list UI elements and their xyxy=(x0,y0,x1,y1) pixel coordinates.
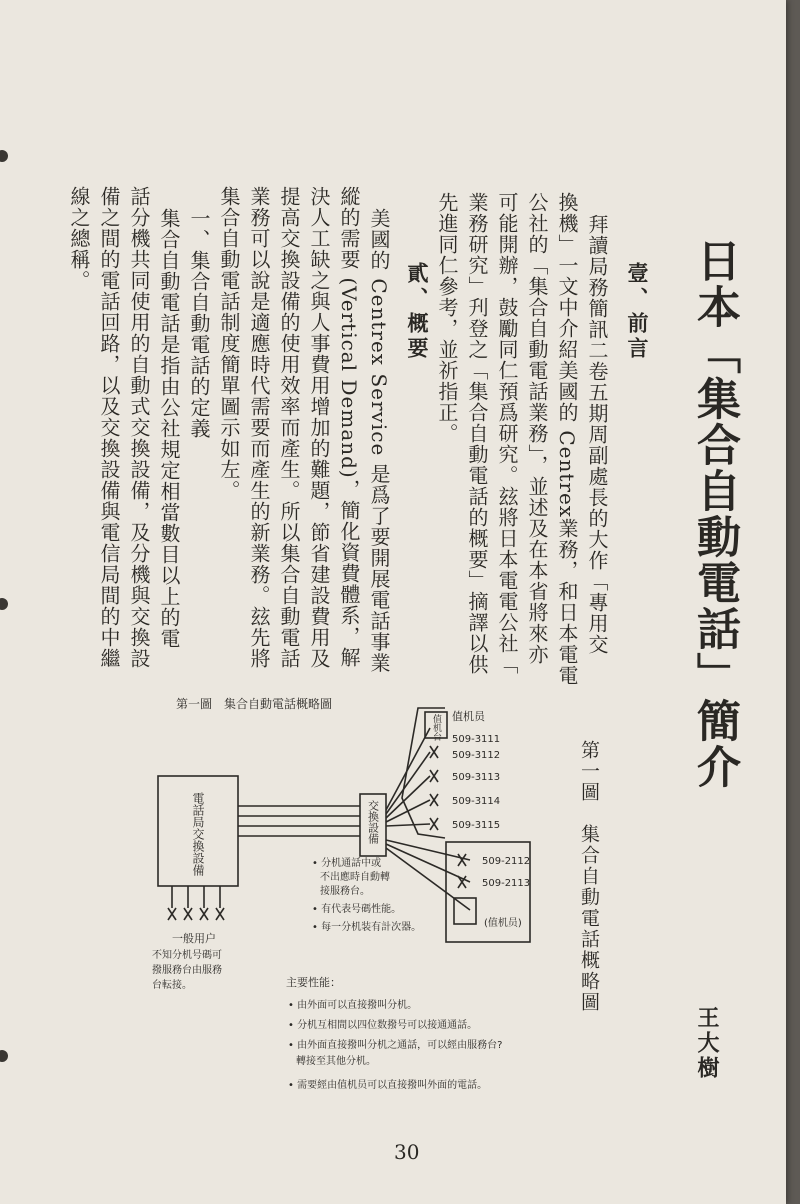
phone-icon xyxy=(216,908,224,920)
figure-caption: 第一圖 集合自動電話概略圖 xyxy=(578,740,600,1013)
section2-line: 提高交換設備的使用效率而產生。所以集合自動電話 xyxy=(277,186,301,669)
exchange-note: • 有代表号碼性能。 xyxy=(312,904,402,915)
extension-number: 509-3111 xyxy=(452,734,501,745)
figure-title: 第一圖 集合自動電話概略圖 xyxy=(176,697,333,711)
exchange-note: • 分机通話中或 xyxy=(312,858,382,869)
general-user-note: 台転接。 xyxy=(152,980,192,991)
section1-heading: 壹、前言 xyxy=(625,262,650,362)
feature-item: • 由外面可以直接撥叫分机。 xyxy=(288,1000,418,1011)
general-user-label: 一般用户 xyxy=(172,932,216,945)
operator-box-label: 值机台 xyxy=(431,714,441,741)
feature-item: • 分机互相間以四位数撥号可以接通通話。 xyxy=(288,1020,478,1031)
subsection-line: 集合自動電話是指由公社規定相當數目以上的電 xyxy=(157,208,181,649)
phone-icon xyxy=(430,794,438,806)
exchange-label: 交換設備 xyxy=(366,800,380,844)
exchange-note: 接服務台。 xyxy=(320,886,370,897)
section2-line: 縱的需要 (Vertical Demand)，簡化資費體系，解 xyxy=(337,186,361,668)
binding-hole xyxy=(0,150,8,162)
exchange-note: 不出應時自動轉 xyxy=(320,872,390,883)
phone-icon xyxy=(200,908,208,920)
phone-icon xyxy=(184,908,192,920)
exchange-note: • 每一分机装有計次器。 xyxy=(312,922,422,933)
author-name: 王大樹 xyxy=(694,1006,720,1081)
section1-line: 公社的「集合自動電話業務」，並述及在本省將來亦 xyxy=(525,192,549,665)
feature-item: • 由外面直接撥叫分机之通話，可以經由服務台? xyxy=(288,1040,503,1051)
features-heading: 主要性能： xyxy=(286,976,341,989)
subsection-line: 備之間的電話回路，以及交換設備與電信局間的中繼 xyxy=(97,186,121,669)
page-number: 30 xyxy=(394,1140,420,1164)
operator-label: 值机员 xyxy=(452,710,485,723)
section2-heading: 貳、概要 xyxy=(405,262,430,362)
phone-icon xyxy=(458,854,466,866)
extension-number: 509-3115 xyxy=(452,820,501,831)
section2-line: 集合自動電話制度簡單圖示如左。 xyxy=(217,186,241,501)
extension-operator-note: (值机员) xyxy=(484,918,522,929)
subsection-heading: 一、集合自動電話的定義 xyxy=(187,208,211,439)
extension-number: 509-3113 xyxy=(452,772,501,783)
section2-line: 美國的 Centrex Service 是爲了要開展電話事業 xyxy=(367,208,391,674)
article-title: 日本「集合自動電話」簡介 xyxy=(689,238,740,790)
binding-hole xyxy=(0,598,8,610)
section1-line: 拜讀局務簡訊二卷五期周副處長的大作「專用交 xyxy=(585,214,609,655)
general-user-note: 撥服務台由服務 xyxy=(152,965,222,976)
extension-number: 509-3112 xyxy=(452,750,501,761)
phone-icon xyxy=(430,770,438,782)
extension-number: 509-2113 xyxy=(482,878,531,889)
extension-number: 509-2112 xyxy=(482,856,531,867)
feature-item: 轉接至其他分机。 xyxy=(296,1056,376,1067)
subsection-line: 話分機共同使用的自動式交換設備，及分機與交換設 xyxy=(127,186,151,669)
section2-line: 決人工缺之與人事費用增加的難題，節省建設費用及 xyxy=(307,186,331,669)
phone-icon xyxy=(430,746,438,758)
central-office-label: 電話局交換設備 xyxy=(191,792,205,876)
section1-line: 先進同仁參考，並祈指正。 xyxy=(435,192,459,444)
general-user-note: 不知分机号碼可 xyxy=(152,950,222,961)
section1-line: 可能開辦，鼓勵同仁預爲研究。玆將日本電電公社「 xyxy=(495,192,519,675)
section1-line: 業務研究」刋登之「集合自動電話的概要」摘譯以供 xyxy=(465,192,489,675)
phone-icon xyxy=(168,908,176,920)
operator-box-2 xyxy=(454,898,476,924)
section2-line: 業務可以說是適應時代需要而產生的新業務。玆先將 xyxy=(247,186,271,669)
phone-icon xyxy=(430,818,438,830)
subsection-line: 線之總稱。 xyxy=(67,186,91,291)
section1-line: 換機」一文中介紹美國的 Centrex業務，和日本電電 xyxy=(555,192,579,687)
extension-number: 509-3114 xyxy=(452,796,501,807)
system-diagram xyxy=(0,690,560,1130)
feature-item: • 需要經由值机员可以直接撥叫外面的電話。 xyxy=(288,1080,488,1091)
